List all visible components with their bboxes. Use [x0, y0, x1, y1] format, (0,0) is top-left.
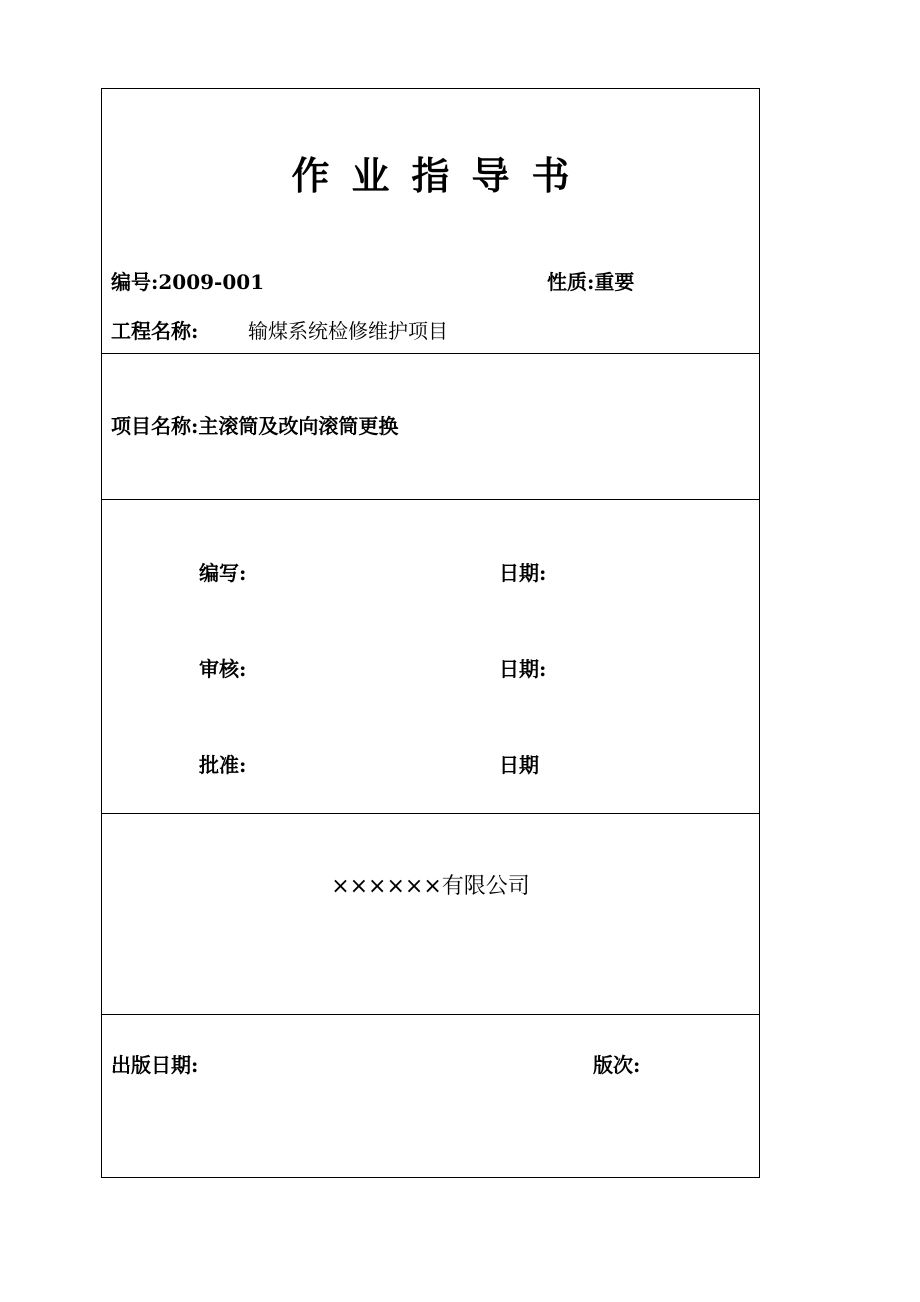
item-label: 项目名称: — [111, 414, 199, 438]
write-label: 编写: — [199, 561, 247, 585]
document-table — [101, 88, 760, 1178]
approve-label: 批准: — [199, 753, 247, 777]
edition-label: 版次: — [593, 1053, 641, 1077]
project-label: 工程名称: — [111, 319, 199, 343]
nature-value: 重要 — [594, 270, 635, 294]
review-date-label: 日期: — [499, 657, 547, 681]
company-name: ××××××有限公司 — [331, 874, 530, 899]
number-label: 编号: — [111, 270, 159, 294]
nature-label: 性质: — [547, 270, 595, 294]
number-value: 2009-001 — [158, 270, 265, 294]
write-date-label: 日期: — [499, 561, 547, 585]
item-section — [102, 354, 759, 500]
approve-date-label: 日期 — [499, 753, 539, 777]
item-value: 主滚筒及改向滚筒更换 — [198, 414, 399, 438]
header-section — [102, 89, 759, 354]
footer-section — [102, 1015, 759, 1177]
project-value: 输煤系统检修维护项目 — [248, 319, 448, 343]
publish-date-label: 出版日期: — [111, 1053, 199, 1077]
number-field — [111, 272, 264, 292]
nature-field — [547, 272, 634, 292]
item-field — [111, 416, 398, 436]
document-title: 作业指导书 — [291, 153, 592, 198]
signature-section — [102, 500, 759, 814]
review-label: 审核: — [199, 657, 247, 681]
company-section — [102, 814, 759, 1015]
